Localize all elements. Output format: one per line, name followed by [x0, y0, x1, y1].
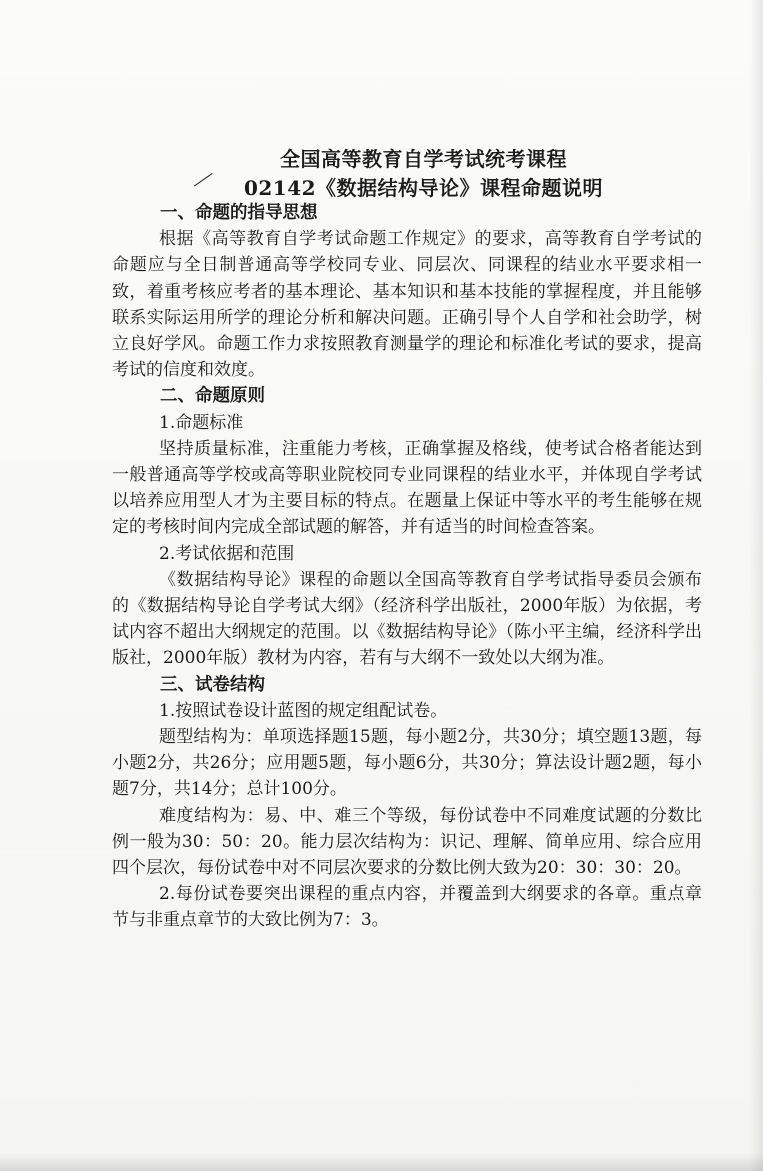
section-heading-3: 三、试卷结构 — [160, 674, 265, 695]
page-shadow-bottom — [0, 1153, 763, 1171]
section-2-subheading-2: 2.考试依据和范围 — [159, 543, 295, 564]
section-2-paragraph-1: 坚持质量标准，注重能力考核，正确掌握及格线，使考试合格者能达到一般普通高等学校或高等职业院校同专业同课程的结业水平，并体现自学考试以培养应用型人才为主要目标的特点。在题量上保证中等水平的考生能够在规定的考核时间内完成全部试题的解答，并有适当的时间检查答案。 — [112, 438, 702, 538]
section-3-subheading-1: 1.按照试卷设计蓝图的规定组配试卷。 — [159, 700, 448, 721]
section-3-paragraph-3: 2.每份试卷要突出课程的重点内容，并覆盖到大纲要求的各章。重点章节与非重点章节的大致比例为7：3。 — [112, 884, 702, 931]
section-2-paragraph-2: 《数据结构导论》课程的命题以全国高等教育自学考试指导委员会颁布的《数据结构导论自学考试大纲》（经济科学出版社，2000年版）为依据，考试内容不超出大纲规定的范围。以《数据结构导论》（陈小平主编，经济科学出版社，2000年版）教材为内容，若有与大纲不一致处以大纲为准。 — [112, 569, 702, 669]
section-3-paragraph-2: 难度结构为：易、中、难三个等级，每份试卷中不同难度试题的分数比例一般为30：50：20。能力层次结构为：识记、理解、简单应用、综合应用四个层次，每份试卷中对不同层次要求的分数比例大致为20：30：30：20。 — [112, 805, 702, 879]
section-3-paragraph-1: 题型结构为：单项选择题15题，每小题2分，共30分；填空题13题，每小题2分，共26分；应用题5题，每小题6分，共30分；算法设计题2题，每小题7分，共14分；总计100分。 — [112, 727, 702, 800]
section-1-paragraph: 根据《高等教育自学考试命题工作规定》的要求，高等教育自学考试的命题应与全日制普通高等学校同专业、同层次、同课程的结业水平要求相一致，着重考核应考者的基本理论、基本知识和基本技能的掌握程度，并且能够联系实际运用所学的理论分析和解决问题。正确引导个人自学和社会助学，树立良好学风。命题工作力求按照教育测量学的理论和标准化考试的要求，提高考试的信度和效度。 — [112, 229, 702, 381]
document-subtitle: 02142《数据结构导论》课程命题说明 — [243, 176, 604, 200]
section-heading-2: 二、命题原则 — [160, 386, 265, 407]
document-body — [112, 200, 702, 934]
section-heading-1: 一、命题的指导思想 — [160, 203, 318, 223]
section-2-subheading-1: 1.命题标准 — [159, 412, 244, 433]
document-title: 全国高等教育自学考试统考课程 — [280, 147, 567, 171]
